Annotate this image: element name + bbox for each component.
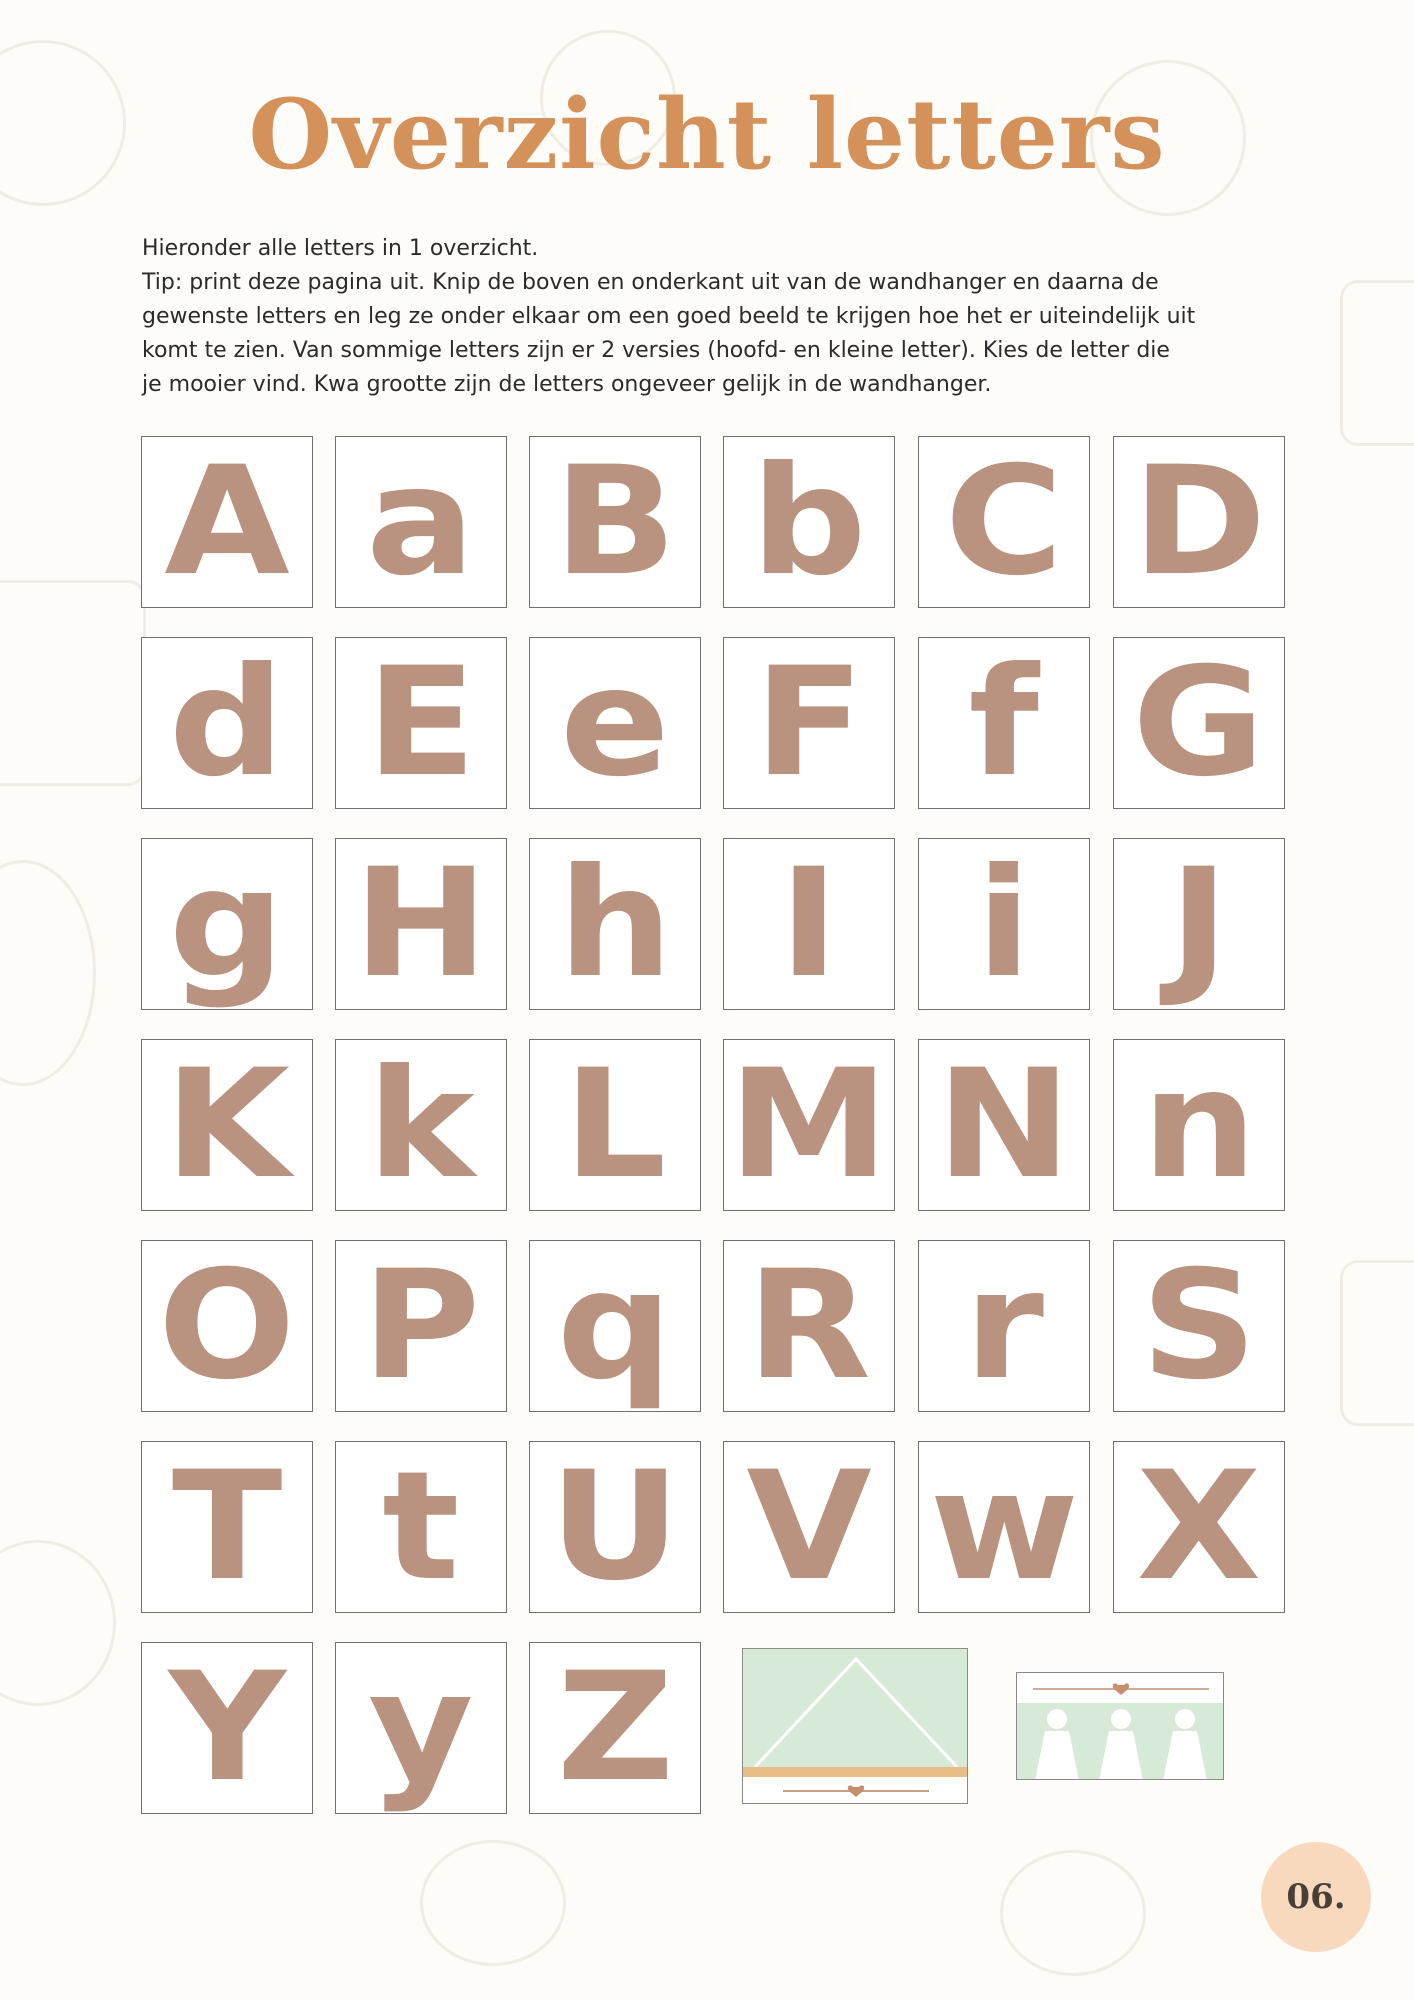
letter-card [141,1039,313,1211]
intro-line: je mooier vind. Kwa grootte zijn de letters ongeveer gelijk in de wandhanger. [142,372,992,397]
letter-card [918,637,1090,809]
letter-glyph: D [1131,436,1267,608]
letter-card [529,838,701,1010]
wall-hanger-top-cutout [742,1648,968,1804]
letter-card [1113,838,1285,1010]
page-number-badge [1261,1842,1371,1952]
letter-card [529,637,701,809]
letter-glyph: F [753,637,865,809]
letter-glyph: M [728,1039,890,1211]
letter-card [723,1240,895,1412]
wall-hanger-bottom-cutout [1016,1672,1224,1780]
letter-glyph: B [553,436,677,608]
letter-glyph: J [1168,838,1230,1010]
wall-hanger-bottom-icon [1017,1673,1224,1780]
letter-card [723,838,895,1010]
letter-glyph: X [1136,1441,1262,1613]
letter-glyph: t [382,1441,460,1613]
letter-glyph: d [169,637,285,809]
letter-glyph: k [367,1039,475,1211]
letter-glyph: b [751,436,867,608]
letter-glyph: a [366,436,476,608]
letter-card [723,1039,895,1211]
letter-card [141,1441,313,1613]
letter-card [723,1441,895,1613]
letter-glyph: N [936,1039,1072,1211]
letter-card [141,436,313,608]
letter-glyph: S [1140,1240,1258,1412]
letter-card [918,1240,1090,1412]
intro-line: komt te zien. Van sommige letters zijn er 2 versies (hoofd- en kleine letter). Kies de letter die [142,338,1170,363]
letter-glyph: e [560,637,670,809]
letter-glyph: H [353,838,489,1010]
letter-glyph: i [976,838,1032,1010]
letter-card [1113,637,1285,809]
background-doodle [0,1540,116,1706]
letter-glyph: V [746,1441,872,1613]
intro-line: gewenste letters en leg ze onder elkaar om een goed beeld te krijgen hoe het er uiteindelijk uit [142,304,1196,329]
letter-card [529,1240,701,1412]
background-doodle [1340,1260,1414,1426]
letter-card [335,436,507,608]
letter-card [335,1240,507,1412]
intro-line: Hieronder alle letters in 1 overzicht. [142,236,539,261]
letter-glyph: y [368,1642,474,1814]
letter-card [1113,1441,1285,1613]
letter-glyph: K [164,1039,290,1211]
letter-glyph: f [968,637,1040,809]
letter-card [529,1039,701,1211]
background-doodle [0,580,146,786]
letter-glyph: r [964,1240,1044,1412]
letter-glyph: E [365,637,477,809]
letter-glyph: Z [556,1642,674,1814]
letter-glyph: I [778,838,840,1010]
background-doodle [420,1840,566,1966]
letter-glyph: g [169,838,285,1010]
letter-glyph: G [1132,637,1266,809]
letter-card [141,838,313,1010]
letter-card [529,1441,701,1613]
letter-card [723,436,895,608]
page-number: 06. [1286,1877,1346,1917]
letter-card [918,1441,1090,1613]
letter-glyph: C [944,436,1064,608]
letter-glyph: A [164,436,290,608]
letter-glyph: O [158,1240,296,1412]
intro-line: Tip: print deze pagina uit. Knip de boven en onderkant uit van de wandhanger en daarna de [142,270,1159,295]
letter-card [335,637,507,809]
letter-card [918,1039,1090,1211]
background-doodle [1000,1850,1146,1976]
letter-card [529,436,701,608]
letter-glyph: U [549,1441,681,1613]
letter-card [918,436,1090,608]
letter-card [335,1642,507,1814]
letter-glyph: L [563,1039,667,1211]
letter-glyph: n [1141,1039,1257,1211]
letter-card [335,1441,507,1613]
letter-card [141,1642,313,1814]
letter-card [1113,436,1285,608]
page-title: Overzicht letters [248,78,1166,191]
letter-glyph: P [361,1240,481,1412]
letter-card [529,1642,701,1814]
letter-glyph: w [929,1441,1079,1613]
letter-card [141,1240,313,1412]
letter-card [141,637,313,809]
letter-card [918,838,1090,1010]
letter-glyph: T [171,1441,283,1613]
background-doodle [1340,280,1414,446]
wall-hanger-top-icon [743,1649,968,1804]
letter-card [1113,1240,1285,1412]
letter-card [723,637,895,809]
letter-card [335,1039,507,1211]
letter-card [1113,1039,1285,1211]
letter-glyph: Y [168,1642,286,1814]
letter-card [335,838,507,1010]
letter-glyph: R [746,1240,872,1412]
letter-glyph: h [557,838,673,1010]
background-doodle [0,860,96,1086]
letter-glyph: q [557,1240,673,1412]
intro-text [142,232,1282,402]
